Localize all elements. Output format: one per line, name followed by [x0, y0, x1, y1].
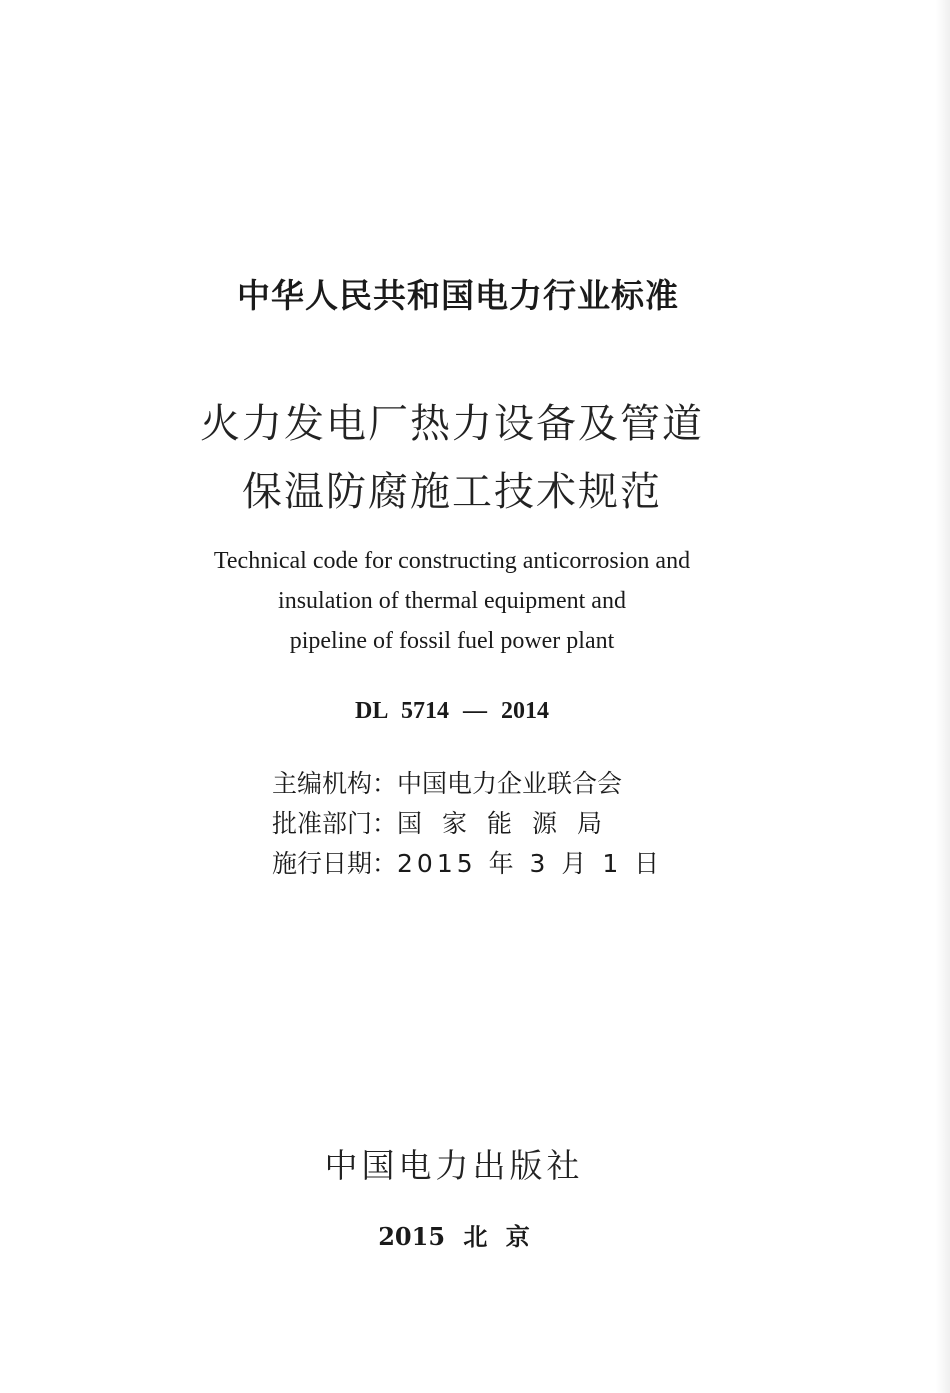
- approver-value: 国家能源局: [397, 809, 623, 838]
- chinese-title-line-2: 保温防腐施工技术规范: [242, 469, 662, 515]
- effective-date-label: 施行日期：: [272, 849, 398, 878]
- effective-date-row: [272, 844, 912, 880]
- english-title-line-2: insulation of thermal equipment and: [278, 588, 626, 614]
- editor-row: [272, 764, 912, 800]
- publisher: 中国电力出版社: [324, 1146, 584, 1185]
- approver-row: [272, 804, 912, 840]
- publish-year-place: 2015 北 京: [378, 1222, 530, 1251]
- editor-label: 主编机构：: [272, 769, 398, 798]
- approver-label: 批准部门：: [272, 809, 398, 838]
- page-edge-shadow: [936, 0, 950, 1393]
- editor-value: 中国电力企业联合会: [397, 769, 623, 798]
- standard-code: DL 5714 — 2014: [354, 698, 549, 724]
- chinese-title-line-1: 火力发电厂热力设备及管道: [200, 401, 704, 447]
- standard-type: 中华人民共和国电力行业标准: [237, 276, 679, 315]
- english-title-line-1: Technical code for constructing anticorrosion and: [213, 548, 691, 574]
- english-title-line-3: pipeline of fossil fuel power plant: [289, 628, 615, 654]
- effective-date-value: 2015 年 3 月 1 日: [397, 849, 664, 878]
